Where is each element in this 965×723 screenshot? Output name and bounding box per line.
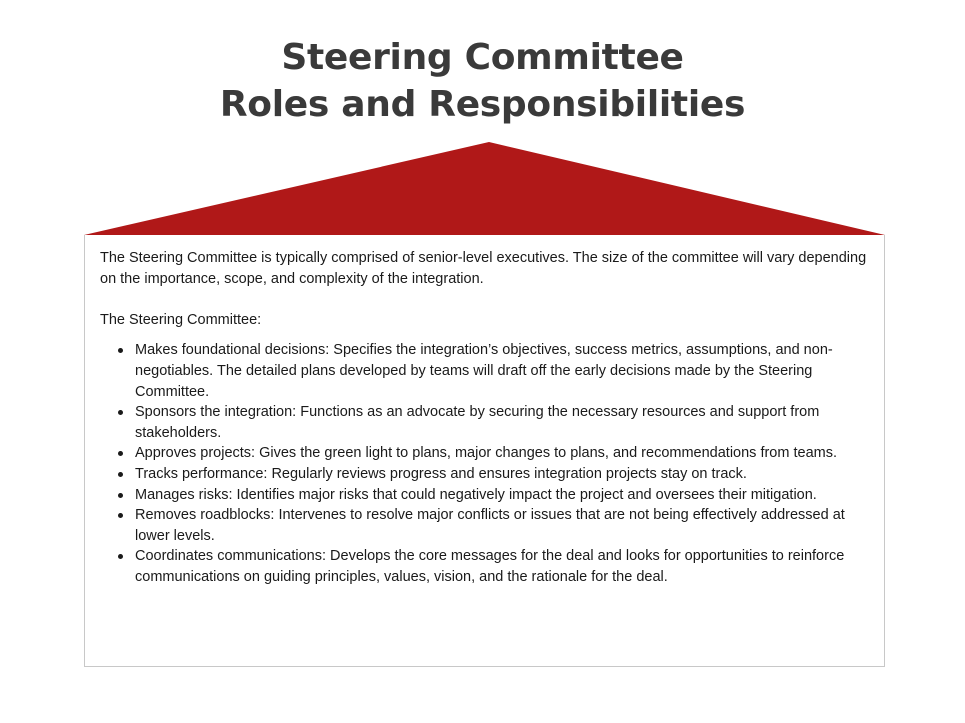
bullet-icon <box>118 493 123 498</box>
list-item <box>100 505 870 546</box>
list-item <box>100 443 870 464</box>
bullet-icon <box>118 348 123 353</box>
list-item <box>100 546 870 587</box>
bullet-icon <box>118 513 123 518</box>
bullet-icon <box>118 451 123 456</box>
list-item-text: Manages risks: Identifies major risks that could negatively impact the project and oversees their mitigation. <box>135 486 817 503</box>
roof-shape <box>0 0 965 240</box>
title-line-1: Steering Committee <box>281 37 684 78</box>
intro-paragraph: The Steering Committee is typically comprised of senior-level executives. The size of the committee will vary depending on the importance, scope, and complexity of the integration. <box>100 250 867 287</box>
list-item <box>100 485 870 506</box>
list-item-text: Approves projects: Gives the green light to plans, major changes to plans, and recommendations from teams. <box>135 445 837 462</box>
title-line-2: Roles and Responsibilities <box>219 84 746 125</box>
lead-paragraph: The Steering Committee: <box>100 311 262 328</box>
bullet-icon <box>118 410 123 415</box>
bullet-icon <box>118 472 123 477</box>
list-item <box>100 464 870 485</box>
list-item-text: Tracks performance: Regularly reviews progress and ensures integration projects stay on track. <box>135 465 747 482</box>
list-item <box>100 402 870 443</box>
content-box <box>84 235 885 667</box>
roof-triangle <box>84 142 885 235</box>
bullet-icon <box>118 554 123 559</box>
responsibility-list <box>100 340 870 587</box>
list-item-text: Removes roadblocks: Intervenes to resolve major conflicts or issues that are not being effectively addressed at lower levels. <box>135 507 845 544</box>
list-item-text: Coordinates communications: Develops the core messages for the deal and looks for opportunities to reinforce communications on guiding principles, values, vision, and the rationale for the deal. <box>135 548 845 585</box>
spacer <box>100 289 870 310</box>
list-item <box>100 340 870 402</box>
list-item-text: Sponsors the integration: Functions as an advocate by securing the necessary resources and support from stakeholders. <box>135 404 820 441</box>
list-item-text: Makes foundational decisions: Specifies the integration’s objectives, success metrics, assumptions, and non-negotiables. The detailed plans developed by teams will draft off the early decisions made by the Steering Committee. <box>135 342 833 400</box>
